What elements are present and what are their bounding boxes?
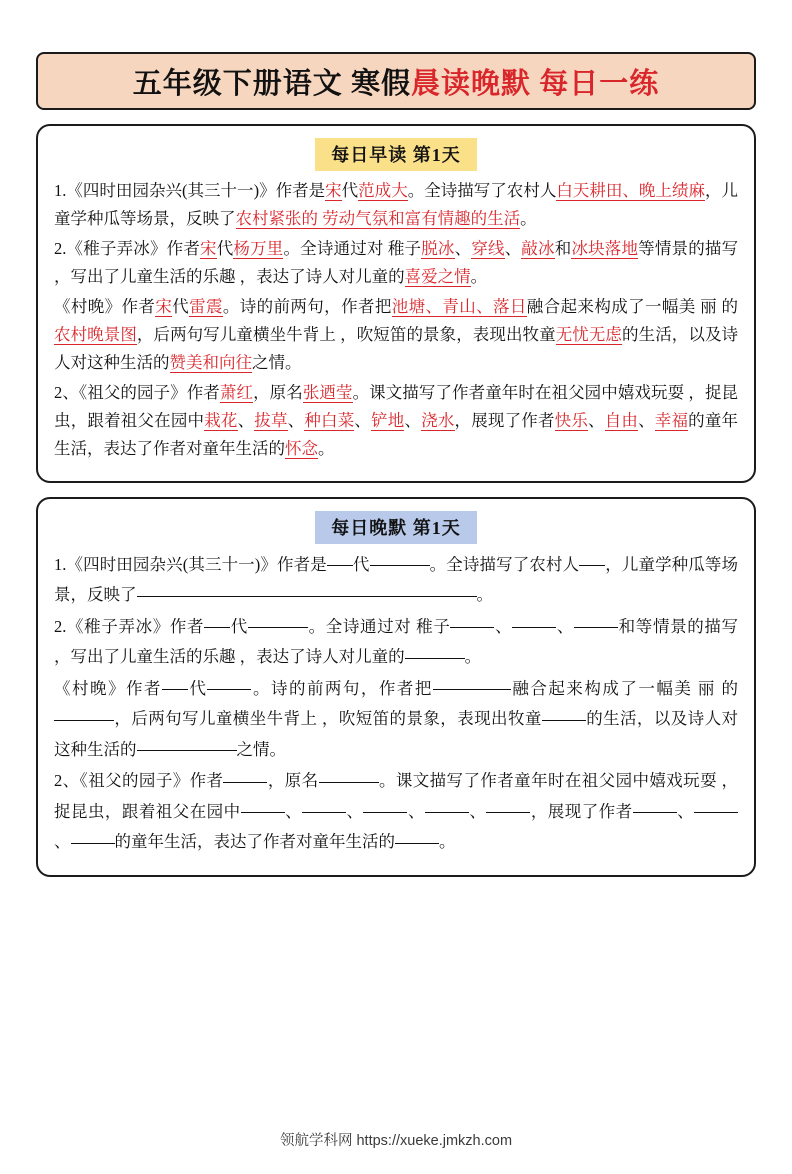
body-text: 的童年生活，表达了作者对童年生活的 [114,832,395,852]
answer-text: 农村紧张的 劳动气氛和富有情趣的生活 [235,209,521,229]
body-text: ，儿童学种瓜等场景，反映了 [54,554,739,605]
body-text: 、 [556,616,575,636]
body-text: 代 [172,296,190,316]
body-text: ，儿童学种瓜等场景，反映了 [54,181,739,229]
fill-in-blank[interactable] [223,766,267,783]
answer-text: 快乐 [554,411,588,430]
body-text: ，展现了作者 [530,801,633,821]
body-text: 、 [407,801,425,821]
evening-card-header [54,511,738,544]
answer-text: 杨万里 [233,238,284,258]
fill-in-blank[interactable] [241,797,285,814]
answer-text: 脱冰 [421,238,455,258]
body-text: 代 [216,238,234,258]
body-text: 2.《稚子弄冰》作者 [54,238,201,258]
body-text: 1.《四时田园杂兴(其三十一)》作者是 [54,181,326,200]
body-text: 等情景的描写 ，写出了儿童生活的乐趣 ，表达了诗人对儿童的 [54,616,738,667]
fill-in-blank[interactable] [542,704,586,721]
fill-in-blank[interactable] [433,674,511,691]
body-text: ，后两句写儿童横坐牛背上 ，吹短笛的景象，表现出牧童 [114,709,542,729]
morning-reading-card [36,124,756,483]
body-text: 、 [237,411,255,430]
fill-in-blank[interactable] [694,797,738,814]
evening-paragraph [54,612,738,673]
answer-text: 铲地 [371,411,405,430]
evening-dictation-card [36,497,756,877]
answer-text: 池塘、青山、落日 [391,296,527,316]
fill-in-blank[interactable] [327,550,353,567]
body-text: 、 [404,411,422,430]
title-red-part: 晨读晚默 每日一练 [411,67,660,100]
answer-text: 赞美和向往 [169,353,252,373]
body-text: 。全诗描写了农村人 [429,554,580,574]
answer-text: 白天耕田、晚上绩麻 [556,181,705,200]
body-text: 。 [318,439,335,459]
body-text: 融合起来构成了一幅美 丽 的 [510,678,739,698]
evening-paragraph [54,674,738,766]
morning-paragraph [54,177,738,234]
answer-text: 农村晚景图 [54,324,137,344]
body-text: 、 [504,238,522,258]
answer-text: 无忧无虑 [555,324,623,344]
fill-in-blank[interactable] [319,766,379,783]
fill-in-blank[interactable] [574,612,618,629]
body-text: 代 [341,181,359,200]
answer-text: 宋 [200,238,217,258]
answer-text: 宋 [155,296,173,316]
body-text: 的生活，以及诗人对这种生活的 [54,709,739,759]
fill-in-blank[interactable] [450,612,494,629]
fill-in-blank[interactable] [137,580,477,597]
page-title [133,61,660,102]
body-text: 、 [54,832,71,852]
body-text: 。全诗描写了农村人 [407,181,557,200]
fill-in-blank[interactable] [633,797,677,814]
fill-in-blank[interactable] [302,797,346,814]
worksheet-page [0,52,792,1174]
morning-paragraph [54,293,738,378]
body-text: 《村晚》作者 [54,678,162,698]
body-text: 、 [287,411,305,430]
fill-in-blank[interactable] [579,550,605,567]
body-text: 、 [676,801,695,821]
answer-text: 范成大 [358,181,408,200]
answer-text: 张迺莹 [302,382,353,402]
answer-text: 宋 [325,181,342,200]
body-text: ，后两句写儿童横坐牛背上 ，吹短笛的景象，表现出牧童 [136,324,556,344]
body-text: 融合起来构成了一幅美 丽 的 [526,296,739,316]
body-text: ，原名 [267,771,319,791]
body-text: 。 [464,647,482,667]
evening-paragraph [54,550,738,611]
fill-in-blank[interactable] [512,612,556,629]
body-text: 。 [520,209,537,229]
body-text: ，展现了作者 [454,411,555,430]
body-text: 1.《四时田园杂兴(其三十一)》作者是 [54,554,327,574]
answer-text: 萧红 [219,382,254,402]
fill-in-blank[interactable] [137,735,237,752]
fill-in-blank[interactable] [71,827,115,844]
answer-text: 雷震 [189,296,223,316]
fill-in-blank[interactable] [486,797,530,814]
title-banner [36,52,756,110]
fill-in-blank[interactable] [204,612,230,629]
fill-in-blank[interactable] [363,797,407,814]
body-text: 。课文描写了作者童年时在祖父园中嬉戏玩耍 ，捉昆虫，跟着祖父在园中 [54,382,739,430]
body-text: 、 [354,411,372,430]
body-text: 。 [470,267,488,287]
body-text: 、 [468,801,487,821]
body-text: 、 [588,411,605,430]
body-text: 之情。 [252,353,302,373]
fill-in-blank[interactable] [405,642,465,659]
body-text: 、 [454,238,472,258]
body-text: 的童年生活，表达了作者对童年生活的 [54,411,738,459]
body-text: 代 [230,616,248,636]
body-text: 。 [439,832,456,852]
answer-text: 栽花 [204,411,238,430]
body-text: 。课文描写了作者童年时在祖父园中嬉戏玩耍 ，捉昆虫，跟着祖父在园中 [54,771,739,821]
evening-paragraph [54,766,738,858]
evening-badge: 每日晚默 第1天 [315,511,477,544]
fill-in-blank[interactable] [395,827,439,844]
answer-text: 怀念 [285,439,318,459]
body-text: 之情。 [236,739,286,759]
morning-paragraph [54,235,738,292]
morning-paragraph [54,379,738,464]
fill-in-blank[interactable] [425,797,469,814]
answer-text: 浇水 [421,411,455,430]
fill-in-blank[interactable] [370,550,430,567]
body-text: 、 [346,801,364,821]
body-text: 2.《稚子弄冰》作者 [54,616,205,636]
morning-badge: 每日早读 第1天 [315,138,477,171]
answer-text: 冰块落地 [571,238,639,258]
answer-text: 幸福 [654,411,689,430]
answer-text: 敲冰 [521,238,555,258]
answer-text: 自由 [604,411,639,430]
evening-card-body [54,550,738,858]
title-black-part: 五年级下册语文 寒假 [132,67,411,100]
body-text: ，原名 [253,382,303,402]
answer-text: 拔草 [254,411,288,430]
body-text: 2、《祖父的园子》作者 [54,771,224,791]
fill-in-blank[interactable] [207,674,251,691]
body-text: 。全诗通过对 稚子 [283,238,422,258]
body-text: 、 [284,801,303,821]
answer-text: 喜爱之情 [404,267,471,287]
fill-in-blank[interactable] [54,704,114,721]
fill-in-blank[interactable] [248,612,308,629]
body-text: 。全诗通过对 稚子 [307,616,451,636]
body-text: 代 [187,678,208,698]
morning-card-body [54,177,738,464]
body-text: 《村晚》作者 [54,296,156,316]
body-text: 等情景的描写 ，写出了儿童生活的乐趣 ，表达了诗人对儿童的 [54,238,739,287]
footer-watermark: 领航学科网 https://xueke.jmkzh.com [279,1133,513,1149]
body-text: 、 [494,616,513,636]
body-text: 代 [352,554,370,574]
body-text: 、 [638,411,655,430]
body-text: 的生活，以及诗人对这种生活的 [54,324,739,373]
answer-text: 穿线 [471,238,505,258]
body-text: 。诗的前两句，作者把 [251,678,433,698]
answer-text: 种白菜 [304,411,355,430]
body-text: 。 [476,585,493,605]
body-text: 。诗的前两句，作者把 [222,296,392,316]
body-text: 和 [618,616,636,636]
body-text: 2、《祖父的园子》作者 [54,382,220,402]
body-text: 和 [554,238,572,258]
morning-card-header [54,138,738,171]
fill-in-blank[interactable] [162,674,188,691]
